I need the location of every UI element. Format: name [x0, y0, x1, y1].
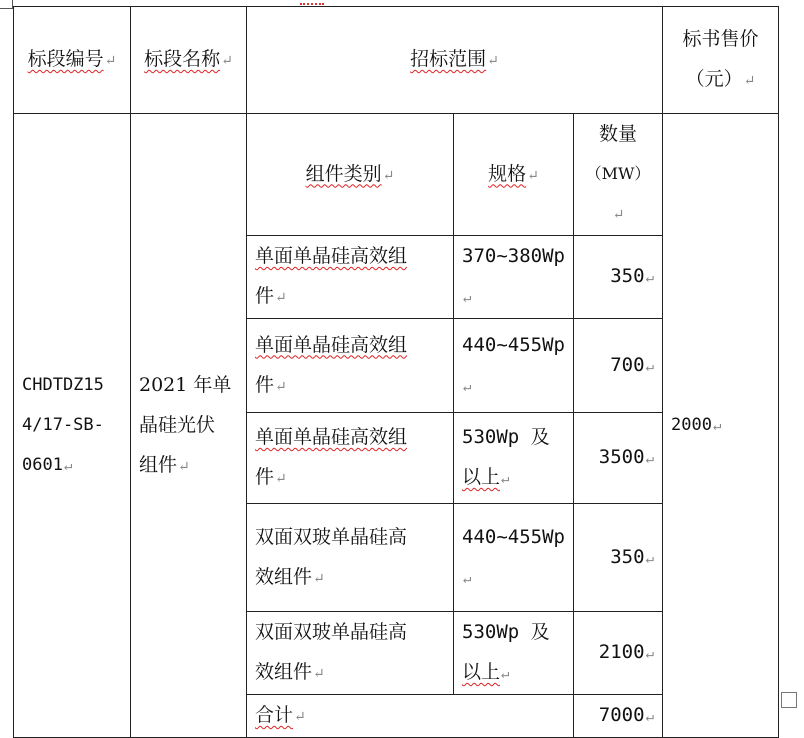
scope-header-spec-text: 规格	[488, 162, 527, 185]
price-value: 2000	[671, 415, 712, 435]
header-row	[14, 7, 779, 114]
row-type-cell: 单面单晶硅高效组 件↵	[247, 236, 454, 319]
header-section-code: 标段编号↵	[14, 7, 131, 114]
row-qty-value: 350	[610, 545, 645, 568]
row-type-line1	[255, 612, 445, 652]
header-section-name-text: 标段名称	[144, 48, 221, 70]
row-type-line2: 件	[255, 373, 275, 396]
section-code-cell: CHDTDZ15 4/17-SB- 0601↵	[14, 114, 131, 738]
row-qty-cell: 700↵	[574, 319, 663, 413]
row-qty-value: 700	[610, 353, 645, 376]
scope-header-row	[14, 114, 779, 236]
row-type-line1	[255, 517, 445, 557]
row-qty-value: 3500	[598, 446, 645, 468]
header-section-name: 标段名称↵	[131, 7, 247, 114]
row-spec-line2: 以上	[462, 466, 501, 488]
row-spec-cell: 530Wp 及 以上↵	[454, 413, 574, 504]
row-type-line1-text: 双面双玻单晶硅高	[255, 621, 408, 643]
section-name-line2: 晶硅光伏	[139, 413, 216, 436]
row-type-cell: 双面双玻单晶硅高 效组件↵	[247, 504, 454, 612]
section-name-cell: 2021 年单 晶硅光伏 组件↵	[131, 114, 247, 738]
row-spec-cell: 530Wp 及 以上↵	[454, 612, 574, 695]
scope-header-qty: 数量 （MW）↵	[574, 114, 663, 236]
row-type-line1-text: 双面双玻单晶硅高	[255, 525, 408, 548]
total-qty-cell: 7000↵	[574, 695, 663, 738]
header-price-line2: （元）	[685, 68, 743, 90]
section-name-line3: 组件	[139, 453, 178, 476]
row-spec-cell: 440~455Wp↵	[454, 319, 574, 413]
total-qty-value: 7000	[598, 704, 645, 726]
row-qty-cell: 350↵	[574, 236, 663, 319]
header-price-line1: 标书售价	[682, 28, 759, 50]
scope-header-qty-line2: （MW）	[585, 164, 651, 183]
row-type-line1: 单面单晶硅高效组	[255, 426, 408, 448]
row-qty-cell: 2100↵	[574, 612, 663, 695]
row-spec-line1: 530Wp 及	[462, 621, 550, 643]
price-cell: 2000↵	[663, 114, 779, 738]
row-type-line2: 件	[255, 466, 275, 488]
header-section-code-text: 标段编号	[27, 48, 104, 70]
row-type-line2: 件	[255, 285, 275, 307]
scope-header-type: 组件类别↵	[247, 114, 454, 236]
scope-header-type-text: 组件类别	[305, 162, 382, 185]
row-qty-value: 350	[610, 265, 645, 287]
row-type-cell: 单面单晶硅高效组 件↵	[247, 319, 454, 413]
section-name-line1: 2021 年单	[139, 373, 232, 396]
section-code-line1: CHDTDZ15	[22, 375, 104, 395]
header-price: 标书售价 （元）↵	[663, 7, 779, 114]
scope-header-spec: 规格↵	[454, 114, 574, 236]
row-qty-value: 2100	[598, 641, 645, 663]
row-spec-line1: 370~380Wp	[462, 245, 565, 267]
bid-section-table	[13, 6, 779, 738]
total-label: 合计	[255, 704, 294, 726]
row-type-cell: 单面单晶硅高效组 件↵	[247, 413, 454, 504]
row-type-cell: 双面双玻单晶硅高 效组件↵	[247, 612, 454, 695]
row-spec-cell: 440~455Wp↵	[454, 504, 574, 612]
row-type-line2: 效组件	[255, 661, 313, 683]
row-qty-cell: 350↵	[574, 504, 663, 612]
row-spec-line1: 440~455Wp	[462, 333, 565, 356]
row-spec-line1: 530Wp 及	[462, 426, 550, 448]
end-of-table-marker	[781, 692, 797, 708]
spellcheck-mark	[300, 0, 324, 5]
row-type-line1: 单面单晶硅高效组	[255, 245, 408, 267]
total-label-cell: 合计↵	[247, 695, 574, 738]
header-scope-text: 招标范围	[410, 48, 487, 70]
row-type-line2: 效组件	[255, 565, 313, 588]
corner-mark	[0, 0, 13, 9]
header-scope: 招标范围↵	[247, 7, 663, 114]
scope-header-qty-line1: 数量	[598, 123, 637, 145]
row-type-line1: 单面单晶硅高效组	[255, 333, 408, 356]
section-code-line3: 0601	[22, 455, 63, 475]
row-spec-line2: 以上	[462, 661, 501, 683]
section-code-line2: 4/17-SB-	[22, 415, 104, 435]
row-spec-cell: 370~380Wp↵	[454, 236, 574, 319]
row-qty-cell: 3500↵	[574, 413, 663, 504]
row-spec-line1: 440~455Wp	[462, 525, 565, 548]
